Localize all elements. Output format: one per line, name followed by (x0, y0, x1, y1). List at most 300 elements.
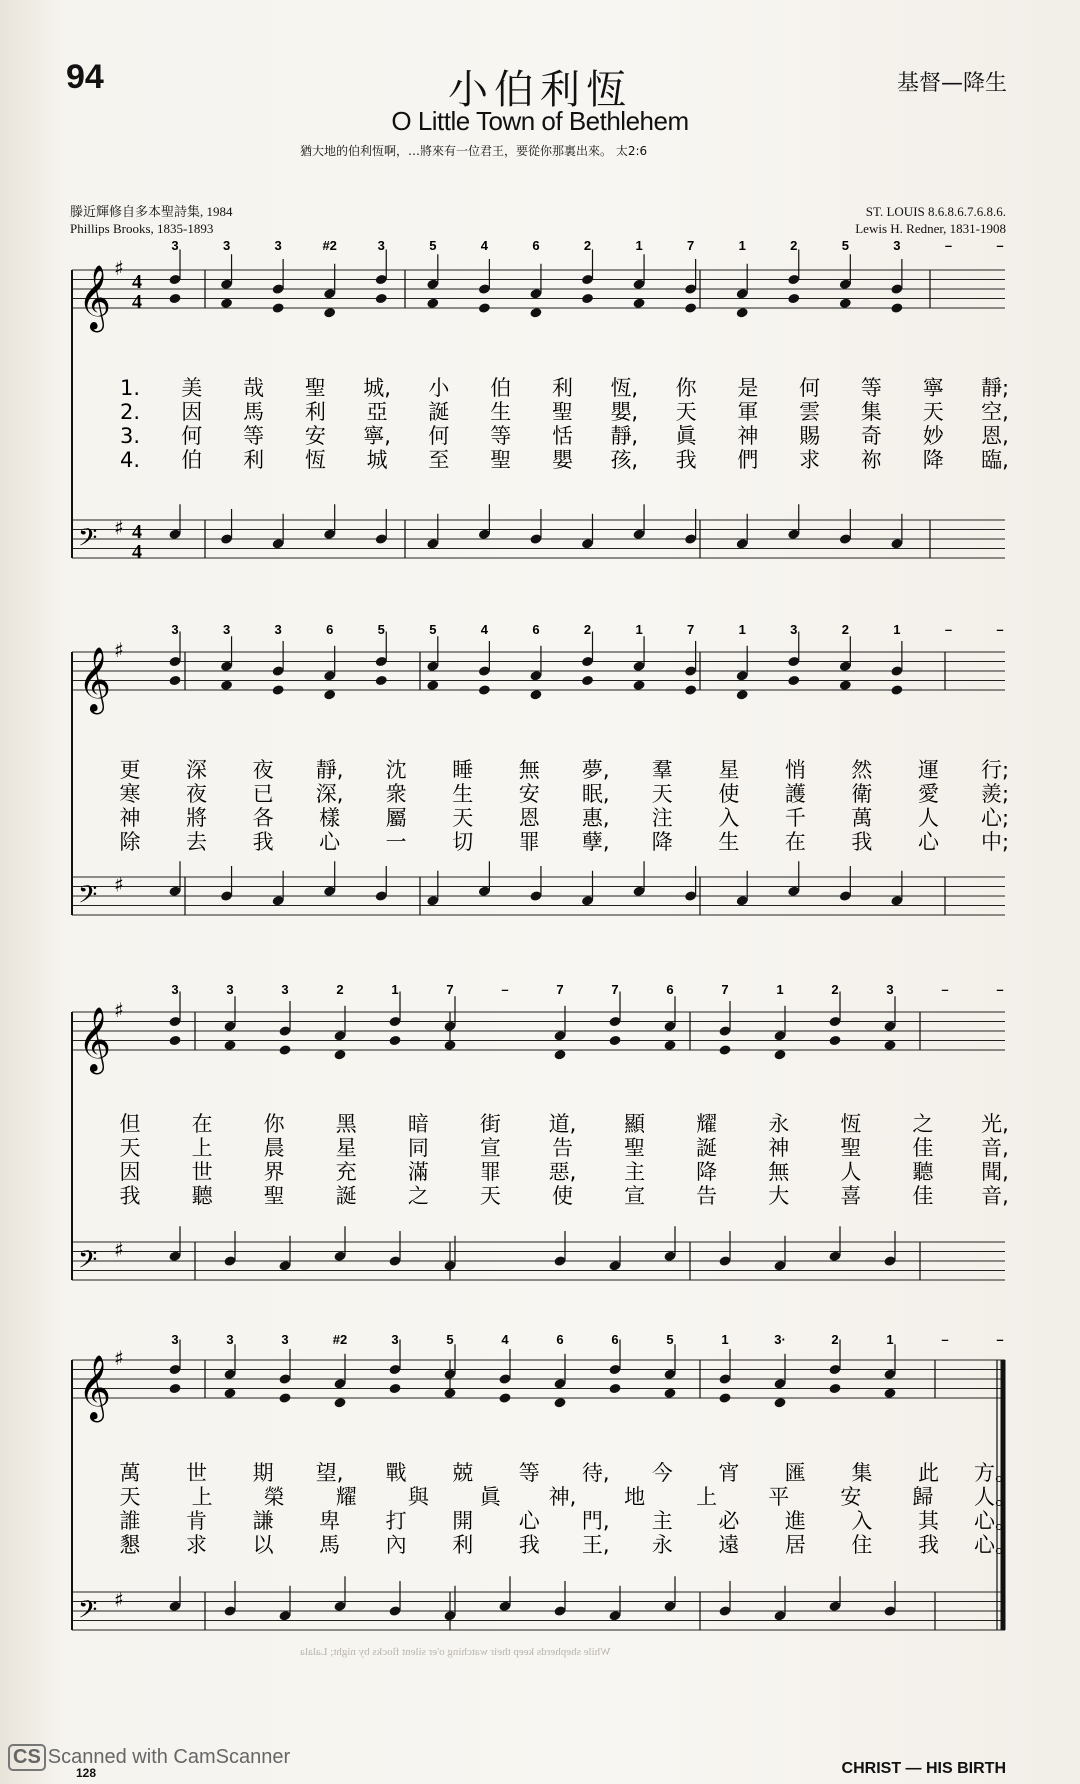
lyric-syllable: 沈 (385, 758, 407, 782)
lyric-syllable: 萬 (851, 806, 873, 830)
lyric-syllable: 雲 (799, 400, 821, 424)
author-credit: Phillips Brooks, 1835-1893 (70, 221, 214, 236)
numbered-note: 1 (721, 1332, 729, 1347)
lyric-syllable: 靜; (980, 376, 1010, 400)
lyric-syllable: 上 (191, 1485, 213, 1509)
lyric-syllable: 恆, (610, 376, 639, 400)
lyric-syllable: 必 (718, 1509, 740, 1533)
lyric-syllable: 望, (315, 1461, 344, 1485)
lyric-syllable: 安 (304, 424, 326, 448)
numbered-note: 3 (222, 622, 231, 637)
lyric-syllable: 無 (518, 758, 540, 782)
lyric-syllable: 永 (651, 1533, 673, 1557)
lyric-syllable: 哉 (243, 376, 265, 400)
lyric-syllable: 夜 (252, 758, 274, 782)
lyric-syllable: 誕 (335, 1184, 357, 1208)
lyric-syllable: 宣 (624, 1184, 646, 1208)
lyric-syllable: 住 (851, 1533, 873, 1557)
lyric-syllable: 降 (651, 830, 673, 854)
numbered-note: – (501, 982, 509, 997)
lyric-syllable: 耀 (335, 1485, 357, 1509)
lyric-syllable: 樣 (319, 806, 341, 830)
lyric-syllable: 使 (718, 782, 740, 806)
numbered-note: – (996, 982, 1004, 997)
lyric-syllable: 軍 (737, 400, 759, 424)
numbered-note: 4 (480, 622, 488, 637)
treble-notehead (426, 679, 439, 691)
lyric-syllable: 2. (119, 400, 141, 424)
lyric-syllable: 羣 (651, 758, 673, 782)
numbered-note: 2 (831, 1332, 839, 1347)
lyric-syllable: 何 (428, 424, 450, 448)
treble-notehead (632, 297, 645, 309)
lyric-syllable: 注 (651, 806, 673, 830)
numbered-note: 6 (556, 1332, 564, 1347)
lyric-syllable: 利 (452, 1533, 474, 1557)
lyric-syllable: 方。 (974, 1461, 1016, 1485)
treble-notehead (220, 679, 233, 691)
category-label: 基督—降生 (896, 71, 1007, 96)
lyric-syllable: 等 (860, 376, 882, 400)
treble-notehead (581, 293, 594, 305)
lyric-syllable: 恬 (552, 424, 573, 448)
lyric-syllable: 心 (319, 830, 341, 854)
numbered-note: 3 (226, 982, 234, 997)
lyric-syllable: 佳 (912, 1136, 934, 1160)
treble-clef: 𝄞 (78, 1007, 112, 1072)
numbered-note: 3 (893, 238, 901, 253)
numbered-note: 6 (611, 1332, 619, 1347)
lyric-syllable: 一 (385, 830, 407, 854)
numbered-note: 5 (429, 622, 437, 637)
treble-notehead (632, 679, 645, 691)
lyric-syllable: 們 (737, 448, 759, 472)
numbered-note: #2 (322, 238, 337, 253)
camscanner-logo: CS (8, 1744, 46, 1771)
treble-notehead (773, 1049, 786, 1061)
lyric-syllable: 亞 (366, 400, 388, 424)
treble-staff (72, 652, 1005, 690)
lyric-syllable: 主 (624, 1160, 646, 1184)
numbered-note: – (996, 238, 1004, 253)
scanner-watermark (8, 1744, 290, 1771)
lyric-syllable: 運 (917, 758, 939, 782)
treble-notehead (890, 684, 903, 696)
bass-clef: 𝄢 (78, 523, 98, 559)
numbered-note: 3 (171, 1332, 179, 1347)
numbered-note: 3 (790, 622, 798, 637)
tune-name: ST. LOUIS 8.6.8.6.7.6.8.6. (865, 204, 1006, 219)
treble-notehead (787, 293, 800, 305)
lyric-syllable: 街 (479, 1112, 501, 1136)
numbered-note: 1 (893, 622, 901, 637)
lyric-syllable: 天 (675, 400, 697, 424)
lyric-syllable: 然 (851, 758, 873, 782)
lyric-syllable: 因 (119, 1160, 141, 1184)
lyric-syllable: 衛 (851, 782, 873, 806)
treble-notehead (529, 307, 542, 319)
lyric-syllable: 平 (768, 1485, 790, 1509)
title-english: O Little Town of Bethlehem (391, 106, 689, 136)
treble-notehead (323, 307, 336, 319)
lyric-syllable: 匯 (784, 1461, 806, 1485)
lyric-syllable: 以 (252, 1533, 274, 1557)
lyric-syllable: 肯 (186, 1509, 208, 1533)
numbered-note: 3 (171, 622, 179, 637)
lyric-syllable: 恩, (981, 424, 1009, 448)
lyric-syllable: 集 (860, 400, 882, 424)
numbered-note: 2 (841, 622, 849, 637)
lyric-syllable: 懇 (119, 1533, 141, 1557)
bass-staff (72, 1242, 1005, 1280)
lyric-syllable: 其 (917, 1509, 939, 1533)
lyric-syllable: 天 (119, 1136, 141, 1160)
lyric-syllable: 各 (252, 806, 274, 830)
treble-notehead (684, 302, 697, 314)
lyric-syllable: 世 (191, 1160, 213, 1184)
treble-notehead (839, 679, 852, 691)
lyric-syllable: 門, (581, 1509, 610, 1533)
treble-notehead (426, 297, 439, 309)
lyric-syllable: 至 (428, 448, 450, 472)
treble-clef: 𝄞 (78, 647, 112, 712)
page-number: 128 (76, 1766, 97, 1780)
treble-notehead (529, 689, 542, 701)
numbered-note: – (996, 1332, 1004, 1347)
lyric-syllable: 寧 (922, 376, 944, 400)
lyric-syllable: 賜 (799, 424, 821, 448)
lyric-syllable: 晨 (263, 1136, 285, 1160)
lyric-syllable: 謙 (252, 1509, 274, 1533)
time-signature: 4 (132, 271, 142, 293)
lyric-syllable: 今 (651, 1461, 673, 1485)
lyric-syllable: 心; (980, 806, 1010, 830)
lyric-syllable: 是 (737, 376, 759, 400)
lyric-syllable: 我 (851, 830, 873, 854)
lyric-syllable: 我 (518, 1533, 540, 1557)
lyric-syllable: 生 (490, 400, 512, 424)
lyric-syllable: 在 (784, 830, 806, 854)
lyric-syllable: 同 (407, 1136, 429, 1160)
lyric-syllable: 大 (768, 1184, 790, 1208)
lyric-syllable: 惡, (548, 1160, 577, 1184)
lyric-syllable: 與 (407, 1485, 429, 1509)
treble-notehead (608, 1035, 621, 1047)
lyric-syllable: 奇 (860, 424, 882, 448)
numbered-note: 1 (738, 238, 746, 253)
lyric-syllable: 睡 (452, 758, 474, 782)
lyric-syllable: 人 (917, 806, 939, 830)
numbered-note: 6 (666, 982, 674, 997)
lyric-syllable: 屬 (385, 806, 407, 830)
lyric-syllable: 安 (840, 1485, 862, 1509)
lyric-syllable: 嬰 (552, 448, 573, 472)
lyric-syllable: 天 (922, 400, 944, 424)
treble-notehead (223, 1039, 236, 1051)
lyric-syllable: 嬰, (610, 400, 639, 424)
numbered-note: 3 (274, 622, 282, 637)
key-signature-sharp: ♯ (114, 638, 124, 662)
lyric-syllable: 音, (981, 1184, 1009, 1208)
bleed-through-text: While shepherds keep their watching o'er silent flocks by night; Lalala (300, 1646, 611, 1658)
lyric-syllable: 聖 (624, 1136, 646, 1160)
lyric-syllable: 誕 (696, 1136, 718, 1160)
lyric-syllable: 待, (581, 1461, 610, 1485)
treble-notehead (278, 1044, 291, 1056)
music-system (72, 1332, 1016, 1631)
treble-notehead (220, 297, 233, 309)
lyric-syllable: 更 (119, 758, 141, 782)
title-chinese: 小伯利恆 (448, 67, 632, 113)
numbered-note: 2 (831, 982, 839, 997)
numbered-note: – (996, 622, 1004, 637)
lyric-syllable: 此 (917, 1461, 939, 1485)
lyric-syllable: 將 (186, 806, 208, 830)
lyric-syllable: 護 (784, 782, 806, 806)
treble-notehead (828, 1383, 841, 1395)
numbered-note: 2 (790, 238, 798, 253)
lyric-syllable: 我 (252, 830, 274, 854)
lyric-syllable: 降 (922, 448, 944, 472)
treble-notehead (839, 297, 852, 309)
numbered-note: 6 (326, 622, 334, 637)
lyric-syllable: 之 (407, 1184, 429, 1208)
treble-notehead (787, 675, 800, 687)
treble-notehead (773, 1397, 786, 1409)
numbered-note: 1 (391, 982, 399, 997)
time-signature: 4 (132, 541, 142, 563)
lyric-syllable: 聖 (840, 1136, 862, 1160)
numbered-note: 3 (226, 1332, 234, 1347)
lyric-syllable: 孩, (610, 448, 639, 472)
treble-notehead (553, 1049, 566, 1061)
lyric-syllable: 期 (252, 1461, 274, 1485)
lyric-syllable: 聽 (912, 1160, 934, 1184)
key-signature-sharp: ♯ (114, 998, 124, 1022)
treble-notehead (684, 684, 697, 696)
lyric-syllable: 1. (119, 376, 141, 400)
lyric-syllable: 神 (737, 424, 759, 448)
lyric-syllable: 孽, (581, 830, 610, 854)
lyric-syllable: 何 (799, 376, 821, 400)
lyric-syllable: 聞, (981, 1160, 1009, 1184)
numbered-note: 7 (446, 982, 454, 997)
bass-staff (72, 1592, 1005, 1630)
lyric-syllable: 聖 (552, 400, 573, 424)
lyric-syllable: 集 (851, 1461, 873, 1485)
lyric-syllable: 降 (696, 1160, 718, 1184)
numbered-note: 6 (532, 238, 540, 253)
lyric-syllable: 人。 (974, 1485, 1016, 1509)
lyric-syllable: 馬 (243, 400, 265, 424)
lyric-syllable: 入 (718, 806, 740, 830)
numbered-note: – (944, 622, 953, 637)
treble-notehead (333, 1049, 346, 1061)
music-system (72, 622, 1009, 916)
numbered-note: 6 (532, 622, 540, 637)
lyric-syllable: 星 (335, 1136, 357, 1160)
footer-section: CHRIST — HIS BIRTH (841, 1760, 1006, 1777)
lyric-syllable: 聽 (191, 1184, 213, 1208)
treble-clef: 𝄞 (78, 265, 112, 330)
lyric-syllable: 榮 (263, 1485, 285, 1509)
lyric-syllable: 寧, (363, 424, 391, 448)
lyric-syllable: 等 (243, 424, 265, 448)
treble-notehead (736, 689, 749, 701)
lyric-syllable: 萬 (119, 1461, 141, 1485)
treble-notehead (272, 684, 285, 696)
lyric-syllable: 眠, (581, 782, 610, 806)
lyric-syllable: 人 (840, 1160, 862, 1184)
numbered-note: 3 (171, 982, 179, 997)
numbered-note: 1 (738, 622, 746, 637)
lyric-syllable: 之 (912, 1112, 934, 1136)
lyric-syllable: 上 (696, 1485, 718, 1509)
numbered-note: 7 (556, 982, 564, 997)
music-system (72, 982, 1009, 1281)
numbered-note: 2 (583, 238, 592, 253)
treble-notehead (388, 1383, 401, 1395)
lyric-syllable: 永 (768, 1112, 790, 1136)
treble-notehead (168, 675, 181, 687)
lyric-syllable: 眞 (479, 1485, 501, 1509)
numbered-note: 1 (635, 238, 643, 253)
time-signature: 4 (132, 291, 142, 313)
lyric-syllable: 充 (335, 1160, 357, 1184)
lyric-syllable: 星 (718, 758, 740, 782)
numbered-note: – (941, 982, 949, 997)
treble-notehead (718, 1392, 731, 1404)
lyric-syllable: 告 (696, 1184, 718, 1208)
numbered-note: 3 (171, 238, 179, 253)
lyric-syllable: 聖 (490, 448, 512, 472)
lyric-syllable: 世 (186, 1461, 208, 1485)
lyric-syllable: 在 (191, 1112, 213, 1136)
numbered-note: 5 (377, 622, 385, 637)
lyric-syllable: 無 (768, 1160, 790, 1184)
numbered-note: 7 (611, 982, 619, 997)
lyric-syllable: 天 (479, 1184, 501, 1208)
treble-notehead (168, 1383, 181, 1395)
lyric-syllable: 馬 (319, 1533, 341, 1557)
numbered-note: 5 (666, 1332, 674, 1347)
lyric-syllable: 罪 (479, 1160, 501, 1184)
lyric-syllable: 等 (518, 1461, 540, 1485)
lyric-syllable: 去 (186, 830, 208, 854)
numbered-note: 3 (377, 238, 385, 253)
numbered-note: 2 (583, 622, 592, 637)
numbered-note: 3· (774, 1332, 786, 1347)
lyric-syllable: 空, (981, 400, 1009, 424)
lyric-syllable: 宣 (479, 1136, 501, 1160)
lyric-syllable: 道, (548, 1112, 577, 1136)
lyric-syllable: 內 (385, 1533, 407, 1557)
numbered-note: 5 (429, 238, 437, 253)
treble-notehead (478, 684, 491, 696)
lyric-syllable: 利 (243, 448, 265, 472)
numbered-note: 3 (391, 1332, 399, 1347)
lyric-syllable: 光, (981, 1112, 1009, 1136)
lyric-syllable: 生 (452, 782, 474, 806)
treble-notehead (883, 1039, 896, 1051)
lyric-syllable: 臨, (981, 448, 1009, 472)
lyric-syllable: 顯 (624, 1112, 646, 1136)
hymn-number: 94 (66, 58, 104, 96)
treble-notehead (890, 302, 903, 314)
bass-clef: 𝄢 (78, 880, 98, 916)
numbered-note: #2 (332, 1332, 348, 1347)
lyric-syllable: 卑 (319, 1509, 341, 1533)
treble-clef: 𝄞 (78, 1355, 112, 1420)
lyric-syllable: 聖 (304, 376, 326, 400)
numbered-note: 7 (721, 982, 729, 997)
time-signature: 4 (132, 521, 142, 543)
lyric-syllable: 深, (315, 782, 344, 806)
lyric-syllable: 何 (181, 424, 203, 448)
lyric-syllable: 惠, (581, 806, 610, 830)
lyric-syllable: 聖 (263, 1184, 285, 1208)
bass-clef: 𝄢 (78, 1245, 98, 1281)
numbered-note: – (941, 1332, 949, 1347)
lyric-syllable: 衆 (385, 782, 407, 806)
music-system (72, 238, 1009, 563)
lyric-syllable: 黑 (335, 1112, 357, 1136)
treble-notehead (553, 1397, 566, 1409)
lyric-syllable: 求 (186, 1533, 208, 1557)
key-signature-sharp: ♯ (114, 1587, 124, 1612)
lyric-syllable: 神 (119, 806, 141, 830)
lyric-syllable: 我 (675, 448, 697, 472)
numbered-note: 3 (281, 1332, 289, 1347)
lyric-syllable: 天 (452, 806, 474, 830)
lyric-syllable: 祢 (860, 448, 882, 472)
treble-notehead (375, 293, 388, 305)
lyric-syllable: 入 (851, 1509, 873, 1533)
lyric-syllable: 3. (119, 424, 141, 448)
lyric-syllable: 心 (917, 830, 939, 854)
lyric-syllable: 使 (552, 1184, 573, 1208)
lyric-syllable: 地 (624, 1485, 646, 1509)
numbered-note: 4 (480, 238, 488, 253)
lyric-syllable: 千 (784, 806, 806, 830)
lyric-syllable: 城 (366, 448, 388, 472)
scanner-text: Scanned with CamScanner (47, 1746, 291, 1768)
treble-notehead (388, 1035, 401, 1047)
translator-credit: 滕近輝修自多本聖詩集, 1984 (70, 204, 233, 219)
treble-notehead (828, 1035, 841, 1047)
numbered-note: 2 (336, 982, 344, 997)
numbered-note: 1 (776, 982, 784, 997)
treble-notehead (323, 689, 336, 701)
lyric-syllable: 利 (304, 400, 326, 424)
treble-notehead (663, 1387, 676, 1399)
lyric-syllable: 小 (428, 376, 450, 400)
key-signature-sharp: ♯ (114, 256, 124, 280)
numbered-note: 4 (501, 1332, 509, 1347)
lyric-syllable: 因 (181, 400, 203, 424)
lyric-syllable: 你 (263, 1112, 285, 1136)
numbered-note: – (944, 238, 953, 253)
lyric-syllable: 歸 (912, 1485, 934, 1509)
lyric-syllable: 心 (518, 1509, 540, 1533)
lyric-syllable: 戰 (385, 1461, 407, 1485)
lyric-syllable: 宵 (718, 1461, 740, 1485)
numbered-note: 7 (687, 238, 695, 253)
lyric-syllable: 伯 (490, 376, 512, 400)
treble-notehead (443, 1387, 456, 1399)
lyric-syllable: 罪 (518, 830, 540, 854)
numbered-note: 5 (446, 1332, 454, 1347)
